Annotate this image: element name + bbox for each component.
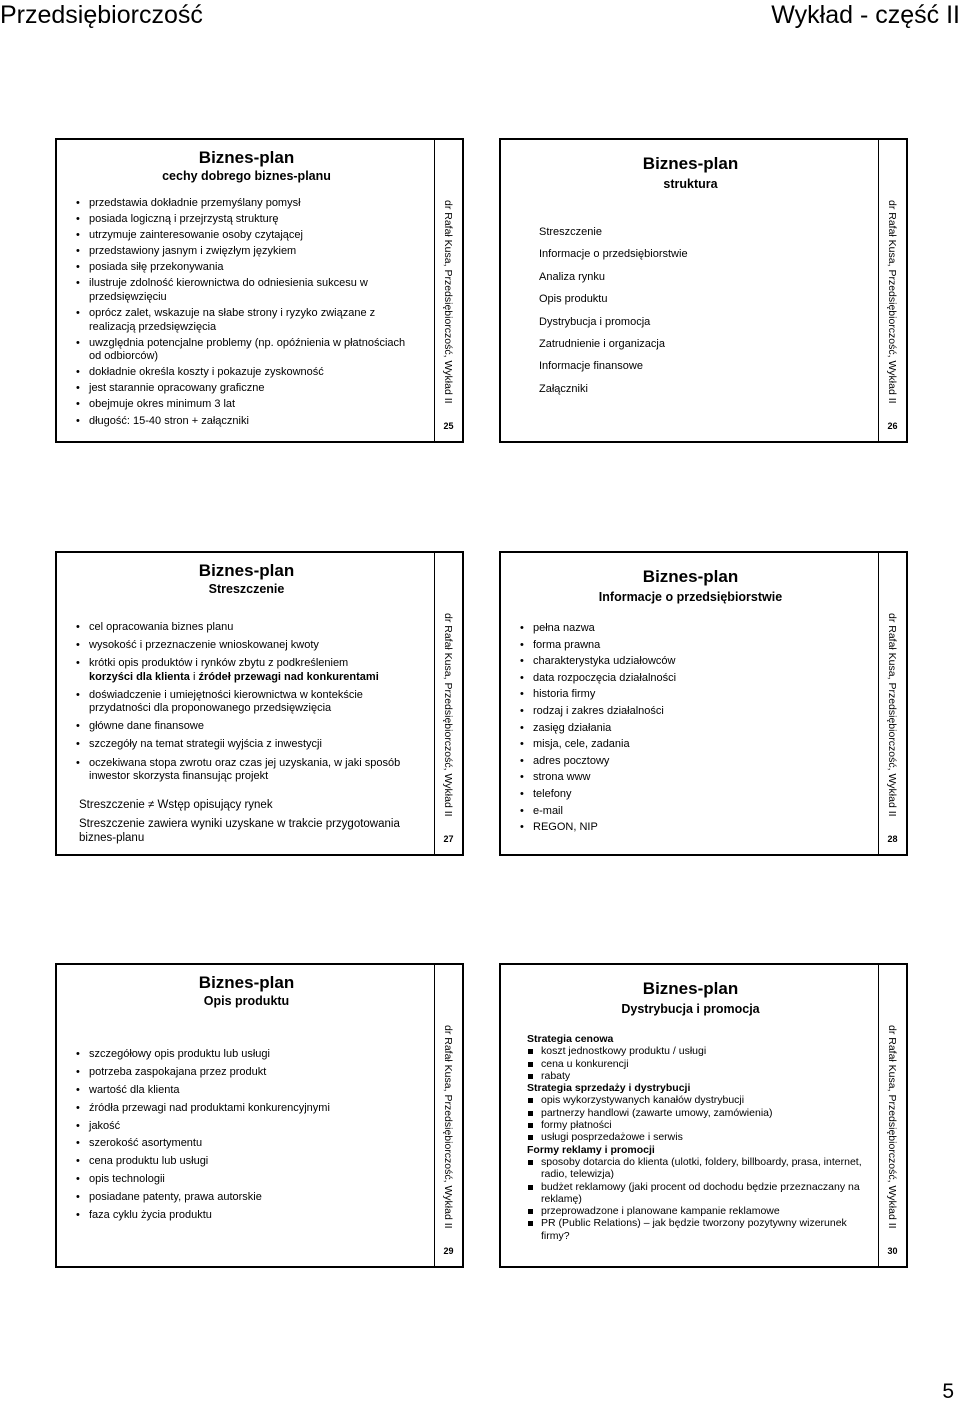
list-item: • cena produktu lub usługi	[73, 1155, 413, 1169]
summary-note: Streszczenie ≠ Wstęp opisujący rynek	[79, 799, 273, 811]
slide-number: 27	[443, 834, 454, 844]
section-heading: Strategia cenowa	[527, 1033, 614, 1045]
author-caption: dr Rafał Kusa, Przedsiębiorczość, Wykład II	[442, 1025, 454, 1229]
list-item: koszt jednostkowy produktu / usługi	[525, 1045, 865, 1057]
list-item: • dokładnie określa koszty i pokazuje zyskowność	[73, 366, 413, 380]
header-course-title: Przedsiębiorczość	[0, 1, 203, 29]
list-item: cena u konkurencji	[525, 1058, 865, 1070]
header-lecture-part: Wykład - część II	[771, 1, 960, 29]
list-item: PR (Public Relations) – jak będzie tworzony pozytywny wizerunek firmy?	[525, 1217, 865, 1242]
list-item: • cel opracowania biznes planu	[73, 621, 413, 635]
slide-subtitle: struktura	[663, 177, 718, 191]
slide-title: Biznes-plan	[198, 561, 295, 580]
slide-number: 30	[887, 1246, 898, 1256]
author-caption: dr Rafał Kusa, Przedsiębiorczość, Wykład II	[442, 613, 454, 817]
section-heading: Strategia sprzedaży i dystrybucji	[527, 1082, 691, 1095]
slide-26	[499, 138, 908, 443]
list-item-text: krótki opis produktów i rynków zbytu z podkreśleniem	[89, 657, 349, 670]
list-item: Informacje finansowe	[539, 360, 643, 373]
list-item: • faza cyklu życia produktu	[73, 1209, 413, 1223]
slide-title: Biznes-plan	[642, 979, 739, 998]
list-item: • telefony	[517, 788, 857, 802]
slide-29	[55, 963, 464, 1268]
emphasis-text: źródeł przewagi nad konkurentami	[198, 670, 379, 683]
slide-25	[55, 138, 464, 443]
list-item: • zasięg działania	[517, 722, 857, 736]
slide-subtitle: Informacje o przedsiębiorstwie	[598, 590, 783, 604]
list-item: • przedstawia dokładnie przemyślany pomysł	[73, 197, 413, 211]
author-caption: dr Rafał Kusa, Przedsiębiorczość, Wykład II	[886, 1025, 898, 1229]
list-item: • szerokość asortymentu	[73, 1137, 413, 1151]
slide-number: 26	[887, 421, 898, 431]
conjunction-text: i	[189, 670, 199, 683]
list-item: • długość: 15-40 stron + załączniki	[73, 415, 413, 429]
slide-sidebar	[434, 965, 462, 1266]
list-item: Dystrybucja i promocja	[539, 315, 651, 328]
list-item: Zatrudnienie i organizacja	[539, 337, 665, 350]
list-item: usługi posprzedażowe i serwis	[525, 1131, 865, 1143]
list-item: • rodzaj i zakres działalności	[517, 705, 857, 719]
slide-number: 29	[443, 1246, 454, 1256]
list-item: • wartość dla klienta	[73, 1084, 413, 1098]
list-item: • charakterystyka udziałowców	[517, 655, 857, 669]
list-item: Opis produktu	[539, 293, 608, 306]
slide-subtitle: Dystrybucja i promocja	[621, 1002, 760, 1016]
list-item: • obejmuje okres minimum 3 lat	[73, 398, 413, 412]
list-item: Analiza rynku	[539, 270, 606, 283]
list-item	[73, 657, 413, 684]
bullet-list	[73, 197, 413, 431]
list-item: • posiadane patenty, prawa autorskie	[73, 1191, 413, 1205]
slide-title: Biznes-plan	[198, 973, 295, 992]
list-item: • źródła przewagi nad produktami konkurencyjnymi	[73, 1102, 413, 1116]
list-item: • forma prawna	[517, 639, 857, 653]
list-item: • data rozpoczęcia działalności	[517, 672, 857, 686]
list-item: partnerzy handlowi (zawarte umowy, zamówienia)	[525, 1107, 865, 1119]
slide-sidebar	[878, 553, 906, 854]
slide-sidebar	[434, 140, 462, 441]
slide-subtitle: cechy dobrego biznes-planu	[162, 169, 331, 183]
list-item: • jakość	[73, 1120, 413, 1134]
slide-sidebar	[878, 965, 906, 1266]
slide-28	[499, 551, 908, 856]
slide-number: 25	[443, 421, 454, 431]
list-item: Załączniki	[539, 382, 588, 395]
list-item: • opis technologii	[73, 1173, 413, 1187]
list-item: • oczekiwana stopa zwrotu oraz czas jej uzyskania, w jaki sposób inwestor skorzysta finansując projekt	[73, 757, 413, 784]
list-item: • posiada siłę przekonywania	[73, 261, 413, 275]
slide-title: Biznes-plan	[642, 567, 739, 586]
author-caption: dr Rafał Kusa, Przedsiębiorczość, Wykład II	[886, 613, 898, 817]
list-item: • szczegółowy opis produktu lub usługi	[73, 1048, 413, 1062]
list-item: Streszczenie	[539, 226, 602, 238]
list-item: • misja, cele, zadania	[517, 738, 857, 752]
list-item: • historia firmy	[517, 688, 857, 702]
list-item: • e-mail	[517, 805, 857, 819]
emphasis-text: korzyści dla klienta	[89, 670, 190, 683]
slide-subtitle: Streszczenie	[208, 582, 285, 596]
list-item: • adres pocztowy	[517, 755, 857, 769]
slide-30	[499, 963, 908, 1268]
list-item: • wysokość i przeznaczenie wnioskowanej kwoty	[73, 639, 413, 653]
structure-list	[523, 226, 863, 405]
list-item: • pełna nazwa	[517, 622, 857, 636]
list-item: • szczegóły na temat strategii wyjścia z inwestycji	[73, 738, 413, 752]
bullet-list	[517, 622, 857, 838]
list-item: • główne dane finansowe	[73, 720, 413, 734]
slide-sidebar	[434, 553, 462, 854]
list-item: formy płatności	[525, 1119, 865, 1131]
list-item: • jest starannie opracowany graficzne	[73, 382, 413, 396]
bullet-list	[73, 1048, 413, 1227]
bullet-list	[525, 1033, 865, 1242]
list-item: Informacje o przedsiębiorstwie	[539, 248, 688, 261]
slide-title: Biznes-plan	[642, 154, 739, 173]
list-item: • oprócz zalet, wskazuje na słabe strony i ryzyko związane z realizacją przedsięwzięcia	[73, 307, 413, 334]
section-heading: Formy reklamy i promocji	[527, 1143, 655, 1156]
bullet-list	[73, 621, 413, 788]
list-item: • REGON, NIP	[517, 821, 857, 835]
slide-number: 28	[887, 834, 898, 844]
slide-sidebar	[878, 140, 906, 441]
list-item: przeprowadzone i planowane kampanie reklamowe	[525, 1205, 865, 1217]
list-item: • utrzymuje zainteresowanie osoby czytającej	[73, 229, 413, 243]
list-item: rabaty	[525, 1070, 865, 1082]
list-item: • uwzględnia potencjalne problemy (np. opóźnienia w płatnościach od odbiorców)	[73, 337, 413, 364]
list-item: opis wykorzystywanych kanałów dystrybucji	[525, 1094, 865, 1106]
slide-title: Biznes-plan	[198, 148, 295, 167]
author-caption: dr Rafał Kusa, Przedsiębiorczość, Wykład II	[886, 200, 898, 404]
summary-note: Streszczenie zawiera wyniki uzyskane w trakcie przygotowania biznes-planu	[79, 818, 400, 844]
list-item: • przedstawiony jasnym i zwięzłym językiem	[73, 245, 413, 259]
author-caption: dr Rafał Kusa, Przedsiębiorczość, Wykład II	[442, 200, 454, 404]
list-item: budżet reklamowy (jaki procent od dochodu będzie przeznaczany na reklamę)	[525, 1181, 865, 1206]
page-number: 5	[942, 1380, 954, 1403]
list-item: • potrzeba zaspokajana przez produkt	[73, 1066, 413, 1080]
slide-27	[55, 551, 464, 856]
list-item: • ilustruje zdolność kierownictwa do odniesienia sukcesu w przedsięwzięciu	[73, 277, 413, 304]
list-item: sposoby dotarcia do klienta (ulotki, foldery, billboardy, prasa, internet, radio, telewizja)	[525, 1156, 865, 1181]
list-item: • posiada logiczną i przejrzystą strukturę	[73, 213, 413, 227]
list-item: • doświadczenie i umiejętności kierownictwa w kontekście przydatności dla proponowanego przedsięwzięcia	[73, 689, 413, 716]
slide-subtitle: Opis produktu	[203, 994, 290, 1008]
list-item: • strona www	[517, 771, 857, 785]
